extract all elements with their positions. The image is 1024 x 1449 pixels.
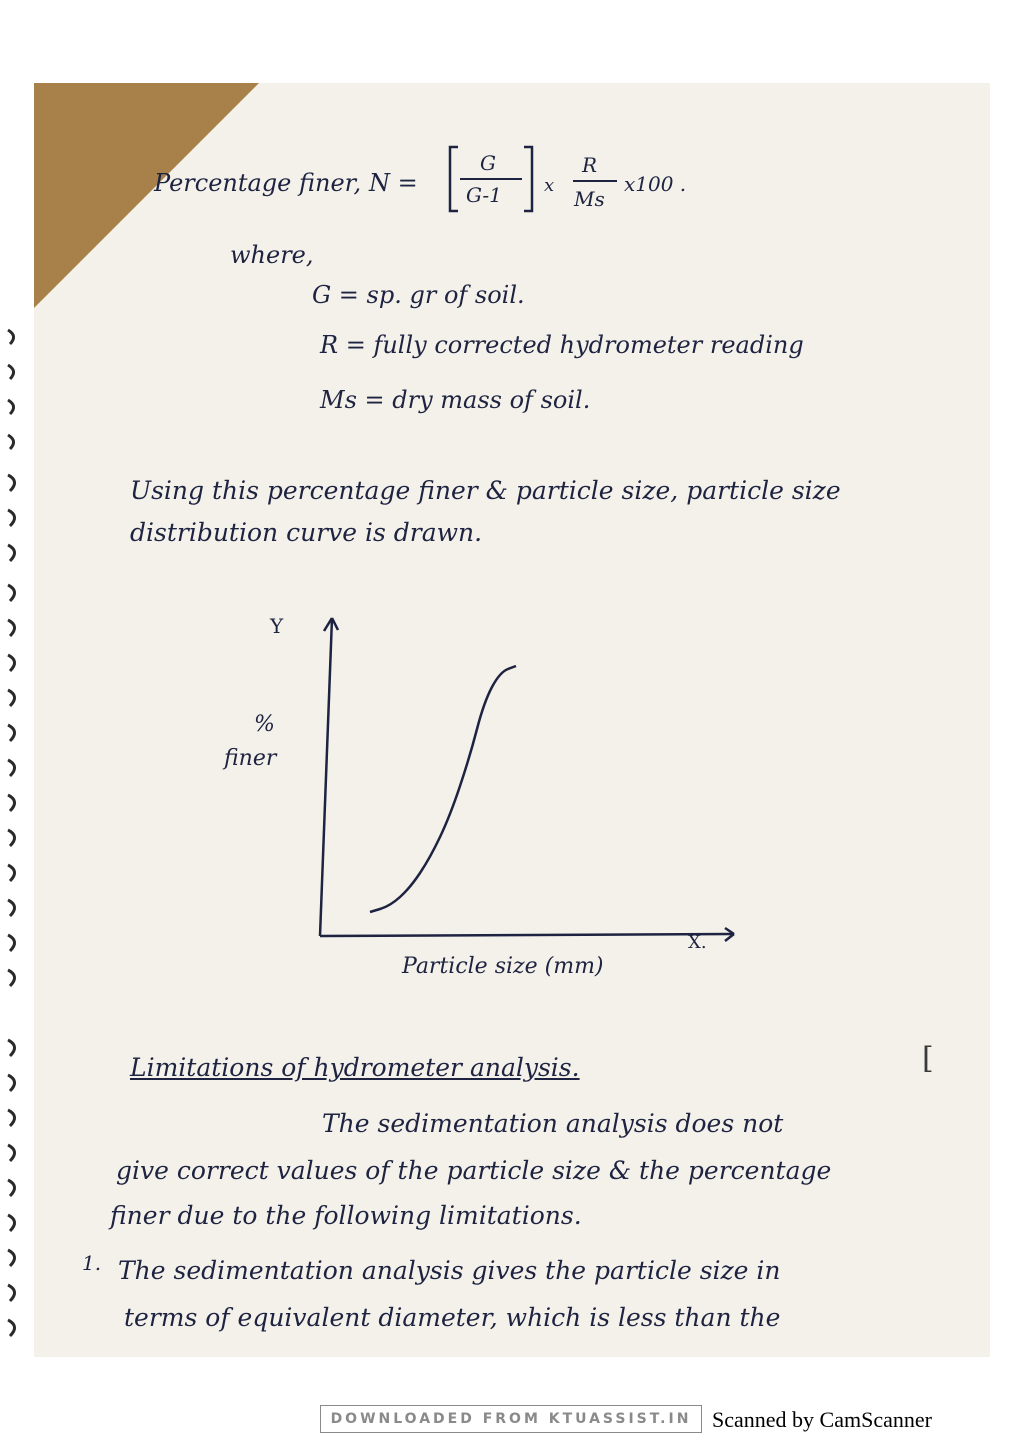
- definition-ms: Ms = dry mass of soil.: [320, 386, 591, 414]
- x-axis-letter: X.: [688, 932, 707, 953]
- particle-size-distribution-chart: [184, 603, 744, 1023]
- list-item-line1: The sedimentation analysis gives the particle size in: [118, 1256, 781, 1285]
- x-axis-line: [320, 934, 732, 936]
- frac1-denominator: G-1: [466, 183, 502, 207]
- paragraph2-line3: finer due to the following limitations.: [110, 1201, 582, 1230]
- distribution-curve: [370, 666, 516, 912]
- y-axis-label: % finer: [224, 712, 277, 771]
- list-item-number: 1.: [82, 1251, 102, 1275]
- frac1-numerator: G: [480, 151, 496, 175]
- percentage-finer-formula: [154, 141, 714, 221]
- y-axis-line: [320, 618, 332, 936]
- definition-r: R = fully corrected hydrometer reading: [320, 331, 804, 359]
- frac2-numerator: R: [582, 153, 598, 177]
- definition-g: G = sp. gr of soil.: [312, 281, 525, 309]
- formula-lhs: N =: [369, 169, 418, 197]
- notebook-page: [34, 83, 990, 1357]
- frac2-denominator: Ms: [574, 187, 605, 211]
- formula-label: Percentage finer,: [154, 169, 362, 197]
- y-axis-letter: Y: [270, 614, 284, 638]
- x-axis-label: Particle size (mm): [402, 954, 604, 979]
- camscanner-credit: Scanned by CamScanner: [712, 1407, 932, 1432]
- paragraph2-line1: The sedimentation analysis does not: [322, 1109, 784, 1138]
- times-sign: x: [544, 175, 555, 196]
- paragraph1-line1: Using this percentage finer & particle size, particle size: [130, 476, 841, 505]
- bracket-fraction: [444, 141, 554, 221]
- download-watermark: DOWNLOADED FROM KTUASSIST.IN: [320, 1405, 702, 1433]
- paragraph2-line2: give correct values of the particle size & the percentage: [116, 1156, 832, 1185]
- list-item-line2: terms of equivalent diameter, which is less than the: [124, 1303, 781, 1332]
- formula-tail: x100 .: [624, 172, 687, 196]
- notebook-spiral-edge: [0, 0, 34, 1449]
- section-heading: Limitations of hydrometer analysis.: [130, 1053, 580, 1082]
- chart-axes: [320, 618, 734, 941]
- where-label: where,: [230, 241, 314, 269]
- paragraph1-line2: distribution curve is drawn.: [130, 518, 483, 547]
- margin-bracket-mark: [: [922, 1041, 934, 1076]
